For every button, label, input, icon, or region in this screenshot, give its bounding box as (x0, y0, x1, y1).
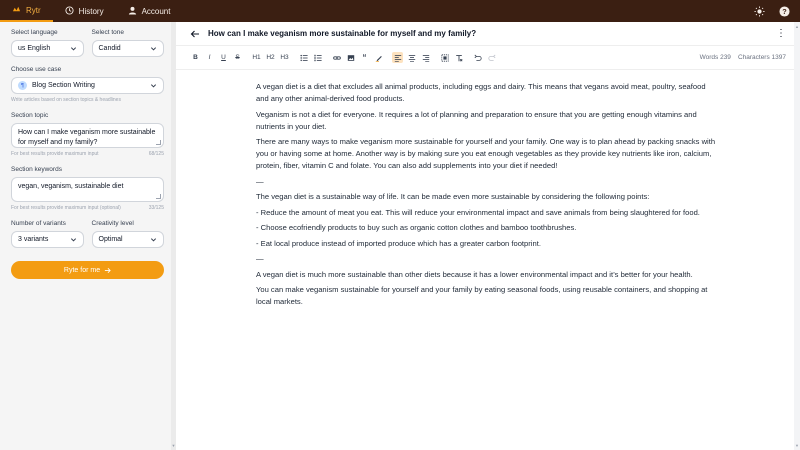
heading-3-button[interactable]: H3 (280, 54, 289, 61)
theme-toggle-sun-icon[interactable] (754, 6, 765, 17)
variants-value: 3 variants (18, 236, 49, 243)
settings-sidebar (0, 22, 176, 450)
scroll-down-icon[interactable]: ▼ (171, 443, 176, 448)
editor-scrollbar[interactable] (794, 22, 800, 450)
help-icon[interactable] (779, 6, 790, 17)
heading-1-button[interactable]: H1 (252, 54, 261, 61)
resize-handle[interactable] (156, 194, 161, 199)
arrow-right-icon (104, 267, 111, 274)
section-keywords-hint: For best results provide maximum input (optional) (11, 205, 121, 211)
chevron-down-icon (70, 45, 77, 52)
paragraph: - Reduce the amount of meat you eat. This will reduce your environmental impact and save animals from being slaughtered for food. (256, 207, 700, 217)
word-count: Words 239 (699, 54, 731, 61)
use-case-icon: ¶ (18, 81, 27, 90)
use-case-hint: Write articles based on section topics & headlines (11, 97, 121, 103)
underline-button[interactable]: U (221, 54, 226, 61)
align-right-icon[interactable] (420, 52, 431, 63)
section-topic-count: 68/125 (148, 151, 164, 157)
chevron-down-icon (150, 82, 157, 89)
svg-text:?: ? (782, 6, 787, 16)
paragraph: Veganism is not a diet for everyone. It requires a lot of planning and preparation to ensure that you are getting enough vitamins and nutrients in your diet. (256, 109, 697, 131)
editor-panel (176, 22, 800, 450)
align-left-icon[interactable] (392, 52, 403, 63)
creativity-select[interactable] (92, 231, 165, 248)
chevron-down-icon (150, 236, 157, 243)
use-case-value: Blog Section Writing (32, 82, 95, 89)
section-topic-value: How can I make veganism more sustainable for myself and my family? (18, 129, 156, 146)
highlight-pen-icon[interactable] (373, 52, 384, 63)
formatting-toolbar (176, 46, 800, 70)
paragraph: A vegan diet is a diet that excludes all animal products, including eggs and dairy. This means that vegans avoid meat, poultry, seafood and any other animal-derived food products. (256, 82, 706, 103)
section-topic-hint: For best results provide maximum input (11, 151, 99, 157)
top-navigation-bar (0, 0, 800, 22)
undo-icon[interactable] (472, 52, 483, 63)
italic-button[interactable]: I (208, 54, 211, 61)
tab-history[interactable] (53, 0, 116, 22)
creativity-label: Creativity level (91, 220, 134, 227)
more-options-icon[interactable]: ⋮ (776, 28, 786, 39)
tab-history-label: History (78, 6, 104, 16)
document-title: How can I make veganism more sustainable for myself and my family? (208, 29, 477, 38)
editor-header (176, 22, 800, 46)
paragraph: - Eat local produce instead of imported produce which has a greater carbon footprint. (256, 238, 541, 248)
tab-account-label: Account (141, 6, 171, 16)
chevron-down-icon (150, 45, 157, 52)
language-label: Select language (11, 29, 58, 36)
tab-rytr-label: Rytr (26, 5, 41, 15)
divider-text: — (256, 254, 264, 263)
heading-2-button[interactable]: H2 (266, 54, 275, 61)
character-count: Characters 1397 (737, 54, 786, 61)
section-topic-label: Section topic (11, 112, 49, 119)
paragraph: A vegan diet is much more sustainable than other diets because it has a lower environmental impact and it’s better for your health. (256, 269, 693, 279)
resize-handle[interactable] (156, 140, 161, 145)
tab-account[interactable] (116, 0, 183, 22)
bold-button[interactable]: B (193, 54, 198, 61)
tone-label: Select tone (91, 29, 125, 36)
section-keywords-label: Section keywords (11, 166, 62, 173)
clear-format-icon[interactable] (453, 52, 464, 63)
rytr-logo-icon (12, 5, 21, 16)
document-body[interactable] (256, 81, 716, 312)
history-icon (65, 6, 74, 17)
image-icon[interactable] (345, 52, 356, 63)
user-icon (128, 6, 137, 17)
section-keywords-value: vegan, veganism, sustainable diet (18, 183, 124, 190)
paragraph: There are many ways to make veganism more sustainable for yourself and your family. One way is to plan ahead by packing snacks with you or having some at home. Another way is by making sure you eat enough vegetables as they provide key nutrients like iron, calcium, protein, fiber, vitamin C and folate. You can also add supplements into your diet if needed! (256, 137, 716, 170)
variants-label: Number of variants (11, 220, 66, 227)
scroll-down-icon[interactable]: ▼ (795, 443, 799, 448)
creativity-value: Optimal (98, 236, 123, 243)
numbered-list-icon[interactable] (312, 52, 323, 63)
select-all-icon[interactable] (439, 52, 450, 63)
section-topic-input[interactable] (11, 123, 164, 148)
chevron-down-icon (70, 236, 77, 243)
link-icon[interactable] (331, 52, 342, 63)
language-select[interactable] (11, 40, 84, 57)
ryte-for-me-label: Ryte for me (63, 266, 101, 274)
tone-select[interactable] (92, 40, 165, 57)
variants-select[interactable] (11, 231, 84, 248)
quote-icon[interactable]: “ (362, 53, 367, 62)
paragraph: You can make veganism sustainable for yourself and your family by eating seasonal foods, using reusable containers, and shopping at local markets. (256, 285, 708, 306)
tone-value: Candid (98, 45, 121, 52)
bullet-list-icon[interactable] (298, 52, 309, 63)
section-keywords-input[interactable] (11, 177, 164, 202)
language-value: us English (18, 45, 51, 52)
redo-icon[interactable] (486, 52, 497, 63)
paragraph: The vegan diet is a sustainable way of life. It can be made even more sustainable by considering the following points: (256, 192, 650, 201)
back-arrow-icon[interactable] (190, 29, 200, 39)
align-center-icon[interactable] (406, 52, 417, 63)
section-keywords-count: 33/125 (148, 205, 164, 211)
tab-rytr[interactable] (0, 0, 53, 22)
divider-text: — (256, 176, 264, 186)
paragraph: - Choose ecofriendly products to buy such as organic cotton clothes and bamboo toothbrushes. (256, 223, 577, 232)
ryte-for-me-button[interactable] (11, 261, 164, 279)
scroll-up-icon[interactable]: ▲ (795, 24, 799, 29)
use-case-label: Choose use case (11, 66, 62, 73)
strikethrough-button[interactable]: S (235, 54, 240, 61)
use-case-select[interactable] (11, 77, 164, 94)
